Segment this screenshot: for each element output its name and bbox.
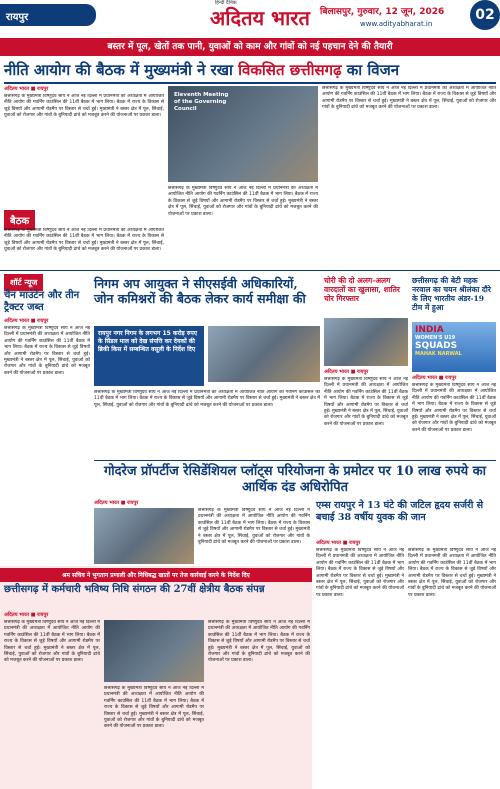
- story3-byline: अदितय भारत ■ रायपुर: [324, 369, 369, 375]
- lead-byline: अदितय भारत ■ रायपुर: [4, 86, 49, 92]
- story5-body: छत्तीसगढ़ के मुख्यमंत्री विष्णुदेव साय ने आज नई दिल्ली में प्रधानमंत्री की अध्यक्षता में आयोजित नीति आयोग की गवर्निंग काउंसिल की 11वीं बैठक में भाग लिया। बैठक में राज्य के विकास से जुड़े विषयों और आगामी रोडमैप पर विस्तार से चर्चा हुई। मुख्यमंत्री ने बस्तर क्षेत्र में पूल, सिंचाई, युवाओं को रोजगार और गांवों के बुनियादी ढांचे को मजबूत करने की योजनाओं पर प्रकाश डाला।: [198, 508, 310, 546]
- story2-body: छत्तीसगढ़ के मुख्यमंत्री विष्णुदेव साय ने आज नई दिल्ली में प्रधानमंत्री की अध्यक्षता में आयोजित नीति आयोग की गवर्निंग काउंसिल की 11वीं बैठक में भाग लिया। बैठक में राज्य के विकास से जुड़े विषयों और आगामी रोडमैप पर विस्तार से चर्चा हुई। मुख्यमंत्री ने बस्तर क्षेत्र में पूल, सिंचाई, युवाओं को रोजगार और गांवों के बुनियादी ढांचे को मजबूत करने की योजनाओं पर प्रकाश डाला।: [94, 390, 320, 408]
- section-tag: रायपुर: [0, 4, 96, 26]
- story4-graphic: [412, 322, 496, 372]
- story4-graphic-line1: INDIA: [415, 325, 444, 335]
- lead-photo-caption: Eleventh Meeting of the Governing Council: [174, 92, 229, 112]
- story7-strip: श्रम सचिव ने भुगतान प्रणाली और निधिबद्ध खातों पर तेज कार्रवाई करने के निर्देश दिए: [0, 568, 312, 582]
- lead-headline: [4, 60, 496, 80]
- divider-1: [0, 270, 500, 271]
- story4-byline: अदितय भारत ■ रायपुर: [412, 375, 457, 381]
- story3-photo: [324, 318, 408, 366]
- top-banner: बस्तर में पूल, खेतों तक पानी, युवाओं को काम और गांवों को नई पहचान देने की तैयारी: [0, 38, 500, 56]
- story4-body: छत्तीसगढ़ के मुख्यमंत्री विष्णुदेव साय ने आज नई दिल्ली में प्रधानमंत्री की अध्यक्षता में आयोजित नीति आयोग की गवर्निंग काउंसिल की 11वीं बैठक में भाग लिया। बैठक में राज्य के विकास से जुड़े विषयों और आगामी रोडमैप पर विस्तार से चर्चा हुई। मुख्यमंत्री ने बस्तर क्षेत्र में पूल, सिंचाई, युवाओं को रोजगार और गांवों के बुनियादी ढांचे को मजबूत करने की योजनाओं पर प्रकाश डाला।: [412, 383, 496, 433]
- lead-rule: [4, 82, 496, 84]
- story5-byline: अदितय भारत ■ रायपुर: [94, 500, 139, 506]
- story5-headline: गोदरेज प्रॉपर्टीज रेसिडेंशियल प्लॉट्स परियोजना के प्रमोटर पर 10 लाख रुपये का आर्थिक दंड अधिरोपित: [103, 464, 487, 495]
- lead-body-col2: छत्तीसगढ़ के मुख्यमंत्री विष्णुदेव साय ने आज नई दिल्ली में प्रधानमंत्री की अध्यक्षता में आयोजित नीति आयोग की गवर्निंग काउंसिल की 11वीं बैठक में भाग लिया। बैठक में राज्य के विकास से जुड़े विषयों और आगामी रोडमैप पर विस्तार से चर्चा हुई। मुख्यमंत्री ने बस्तर क्षेत्र में पूल, सिंचाई, युवाओं को रोजगार और गांवों के बुनियादी ढांचे को मजबूत करने की योजनाओं पर प्रकाश डाला।: [168, 186, 318, 217]
- lead-headline-part3: का विजन: [346, 61, 400, 79]
- story7-body-col1: छत्तीसगढ़ के मुख्यमंत्री विष्णुदेव साय ने आज नई दिल्ली में प्रधानमंत्री की अध्यक्षता में आयोजित नीति आयोग की गवर्निंग काउंसिल की 11वीं बैठक में भाग लिया। बैठक में राज्य के विकास से जुड़े विषयों और आगामी रोडमैप पर विस्तार से चर्चा हुई। मुख्यमंत्री ने बस्तर क्षेत्र में पूल, सिंचाई, युवाओं को रोजगार और गांवों के बुनियादी ढांचे को मजबूत करने की योजनाओं पर प्रकाश डाला।: [4, 620, 100, 664]
- masthead-tagline: हिन्दी दैनिक: [215, 0, 237, 6]
- story2-headline: निगम अप आयुक्त ने सीएसईवी अधिकारियों, जोन कमिश्नरों की बैठक लेकर कार्य समीक्षा की: [94, 276, 306, 306]
- briefs-headline: चैन माउंटेन और तीन ट्रैक्टर जब्त: [4, 290, 80, 313]
- story4-graphic-line2: WOMEN'S U19: [415, 335, 456, 341]
- story6-body-col2: छत्तीसगढ़ के मुख्यमंत्री विष्णुदेव साय ने आज नई दिल्ली में प्रधानमंत्री की अध्यक्षता में आयोजित नीति आयोग की गवर्निंग काउंसिल की 11वीं बैठक में भाग लिया। बैठक में राज्य के विकास से जुड़े विषयों और आगामी रोडमैप पर विस्तार से चर्चा हुई। मुख्यमंत्री ने बस्तर क्षेत्र में पूल, सिंचाई, युवाओं को रोजगार और गांवों के बुनियादी ढांचे को मजबूत करने की योजनाओं पर प्रकाश डाला।: [408, 548, 496, 598]
- story7-headline: छत्तीसगढ़ में कर्मचारी भविष्य निधि संगठन की 27वीं क्षेत्रीय बैठक संपन्न: [4, 584, 265, 595]
- briefs-label: शॉर्ट न्यूज: [4, 274, 43, 291]
- lead-body-col1: छत्तीसगढ़ के मुख्यमंत्री विष्णुदेव साय ने आज नई दिल्ली में प्रधानमंत्री की अध्यक्षता में आयोजित नीति आयोग की गवर्निंग काउंसिल की 11वीं बैठक में भाग लिया। बैठक में राज्य के विकास से जुड़े विषयों और आगामी रोडमैप पर विस्तार से चर्चा हुई। मुख्यमंत्री ने बस्तर क्षेत्र में पूल, सिंचाई, युवाओं को रोजगार और गांवों के बुनियादी ढांचे को मजबूत करने की योजनाओं पर प्रकाश डाला।: [4, 94, 164, 119]
- story7-body-col3: छत्तीसगढ़ के मुख्यमंत्री विष्णुदेव साय ने आज नई दिल्ली में प्रधानमंत्री की अध्यक्षता में आयोजित नीति आयोग की गवर्निंग काउंसिल की 11वीं बैठक में भाग लिया। बैठक में राज्य के विकास से जुड़े विषयों और आगामी रोडमैप पर विस्तार से चर्चा हुई। मुख्यमंत्री ने बस्तर क्षेत्र में पूल, सिंचाई, युवाओं को रोजगार और गांवों के बुनियादी ढांचे को मजबूत करने की योजनाओं पर प्रकाश डाला।: [208, 620, 310, 664]
- story7-byline: अदितय भारत ■ रायपुर: [4, 612, 49, 618]
- lead-body-col3: छत्तीसगढ़ के मुख्यमंत्री विष्णुदेव साय ने आज नई दिल्ली में प्रधानमंत्री की अध्यक्षता में आयोजित नीति आयोग की गवर्निंग काउंसिल की 11वीं बैठक में भाग लिया। बैठक में राज्य के विकास से जुड़े विषयों और आगामी रोडमैप पर विस्तार से चर्चा हुई। मुख्यमंत्री ने बस्तर क्षेत्र में पूल, सिंचाई, युवाओं को रोजगार और गांवों के बुनियादी ढांचे को मजबूत करने की योजनाओं पर प्रकाश डाला।: [322, 86, 496, 111]
- story3-body: छत्तीसगढ़ के मुख्यमंत्री विष्णुदेव साय ने आज नई दिल्ली में प्रधानमंत्री की अध्यक्षता में आयोजित नीति आयोग की गवर्निंग काउंसिल की 11वीं बैठक में भाग लिया। बैठक में राज्य के विकास से जुड़े विषयों और आगामी रोडमैप पर विस्तार से चर्चा हुई। मुख्यमंत्री ने बस्तर क्षेत्र में पूल, सिंचाई, युवाओं को रोजगार और गांवों के बुनियादी ढांचे को मजबूत करने की योजनाओं पर प्रकाश डाला।: [324, 377, 408, 427]
- story7-photo: [104, 620, 204, 682]
- lead-headline-highlight: विकसित छत्तीसगढ़: [238, 61, 342, 79]
- story4-graphic-line4: MAHAK NARWAL: [415, 351, 462, 357]
- lead-photo: [168, 86, 318, 182]
- date-line: बिलासपुर, गुरुवार, 12 जून, 2026: [320, 7, 445, 17]
- story2-callout: रायपुर नगर निगम के लगभग 15 करोड़ रुपए के सिंडल माल को देख संपत्ति कर देयकों की ब्रिकी किस में सम्बन्धित वसूली के निर्देश दिए: [94, 326, 204, 386]
- masthead-logo: अदितय भारत: [210, 6, 310, 30]
- website-link[interactable]: www.adityabharat.in: [360, 20, 433, 28]
- story4-graphic-line3: SQUADS: [415, 341, 458, 351]
- story5-photo: [94, 508, 194, 564]
- briefs-body: छत्तीसगढ़ के मुख्यमंत्री विष्णुदेव साय ने आज नई दिल्ली में प्रधानमंत्री की अध्यक्षता में आयोजित नीति आयोग की गवर्निंग काउंसिल की 11वीं बैठक में भाग लिया। बैठक में राज्य के विकास से जुड़े विषयों और आगामी रोडमैप पर विस्तार से चर्चा हुई। मुख्यमंत्री ने बस्तर क्षेत्र में पूल, सिंचाई, युवाओं को रोजगार और गांवों के बुनियादी ढांचे को मजबूत करने की योजनाओं पर प्रकाश डाला।: [4, 326, 90, 376]
- story2-photo: [208, 326, 320, 382]
- story3-headline: चोरी की दो अलग-अलग वारदातों का खुलासा, शातिर चोर गिरफ्तार: [324, 276, 400, 303]
- story6-headline: एम्स रायपुर ने 13 घंटे की जटिल हृदय सर्जरी से बचाई 38 वर्षीय युवक की जान: [316, 500, 484, 523]
- story6-byline: अदितय भारत ■ रायपुर: [316, 540, 361, 546]
- story7-body-col2: छत्तीसगढ़ के मुख्यमंत्री विष्णुदेव साय ने आज नई दिल्ली में प्रधानमंत्री की अध्यक्षता में आयोजित नीति आयोग की गवर्निंग काउंसिल की 11वीं बैठक में भाग लिया। बैठक में राज्य के विकास से जुड़े विषयों और आगामी रोडमैप पर विस्तार से चर्चा हुई। मुख्यमंत्री ने बस्तर क्षेत्र में पूल, सिंचाई, युवाओं को रोजगार और गांवों के बुनियादी ढांचे को मजबूत करने की योजनाओं पर प्रकाश डाला।: [104, 686, 204, 730]
- story6-body-col1: छत्तीसगढ़ के मुख्यमंत्री विष्णुदेव साय ने आज नई दिल्ली में प्रधानमंत्री की अध्यक्षता में आयोजित नीति आयोग की गवर्निंग काउंसिल की 11वीं बैठक में भाग लिया। बैठक में राज्य के विकास से जुड़े विषयों और आगामी रोडमैप पर विस्तार से चर्चा हुई। मुख्यमंत्री ने बस्तर क्षेत्र में पूल, सिंचाई, युवाओं को रोजगार और गांवों के बुनियादी ढांचे को मजबूत करने की योजनाओं पर प्रकाश डाला।: [316, 548, 404, 598]
- divider-2: [94, 460, 496, 461]
- page-number: 02: [470, 0, 500, 30]
- lead-body-col1b: छत्तीसगढ़ के मुख्यमंत्री विष्णुदेव साय ने आज नई दिल्ली में प्रधानमंत्री की अध्यक्षता में आयोजित नीति आयोग की गवर्निंग काउंसिल की 11वीं बैठक में भाग लिया। बैठक में राज्य के विकास से जुड़े विषयों और आगामी रोडमैप पर विस्तार से चर्चा हुई। मुख्यमंत्री ने बस्तर क्षेत्र में पूल, सिंचाई, युवाओं को रोजगार और गांवों के बुनियादी ढांचे को मजबूत करने की योजनाओं पर प्रकाश डाला।: [4, 228, 164, 253]
- story4-headline: छत्तीसगढ़ की बेटी महक नरवाल का चयन श्रीलंका दौरे के लिए भारतीय अंडर-19 टीम में हुआ: [412, 276, 491, 312]
- briefs-byline: अदितय भारत ■ रायपुर: [4, 318, 49, 324]
- lead-side-label: बैठक: [4, 210, 35, 230]
- lead-headline-part1: नीति आयोग की बैठक में मुख्यमंत्री ने रखा: [4, 61, 233, 79]
